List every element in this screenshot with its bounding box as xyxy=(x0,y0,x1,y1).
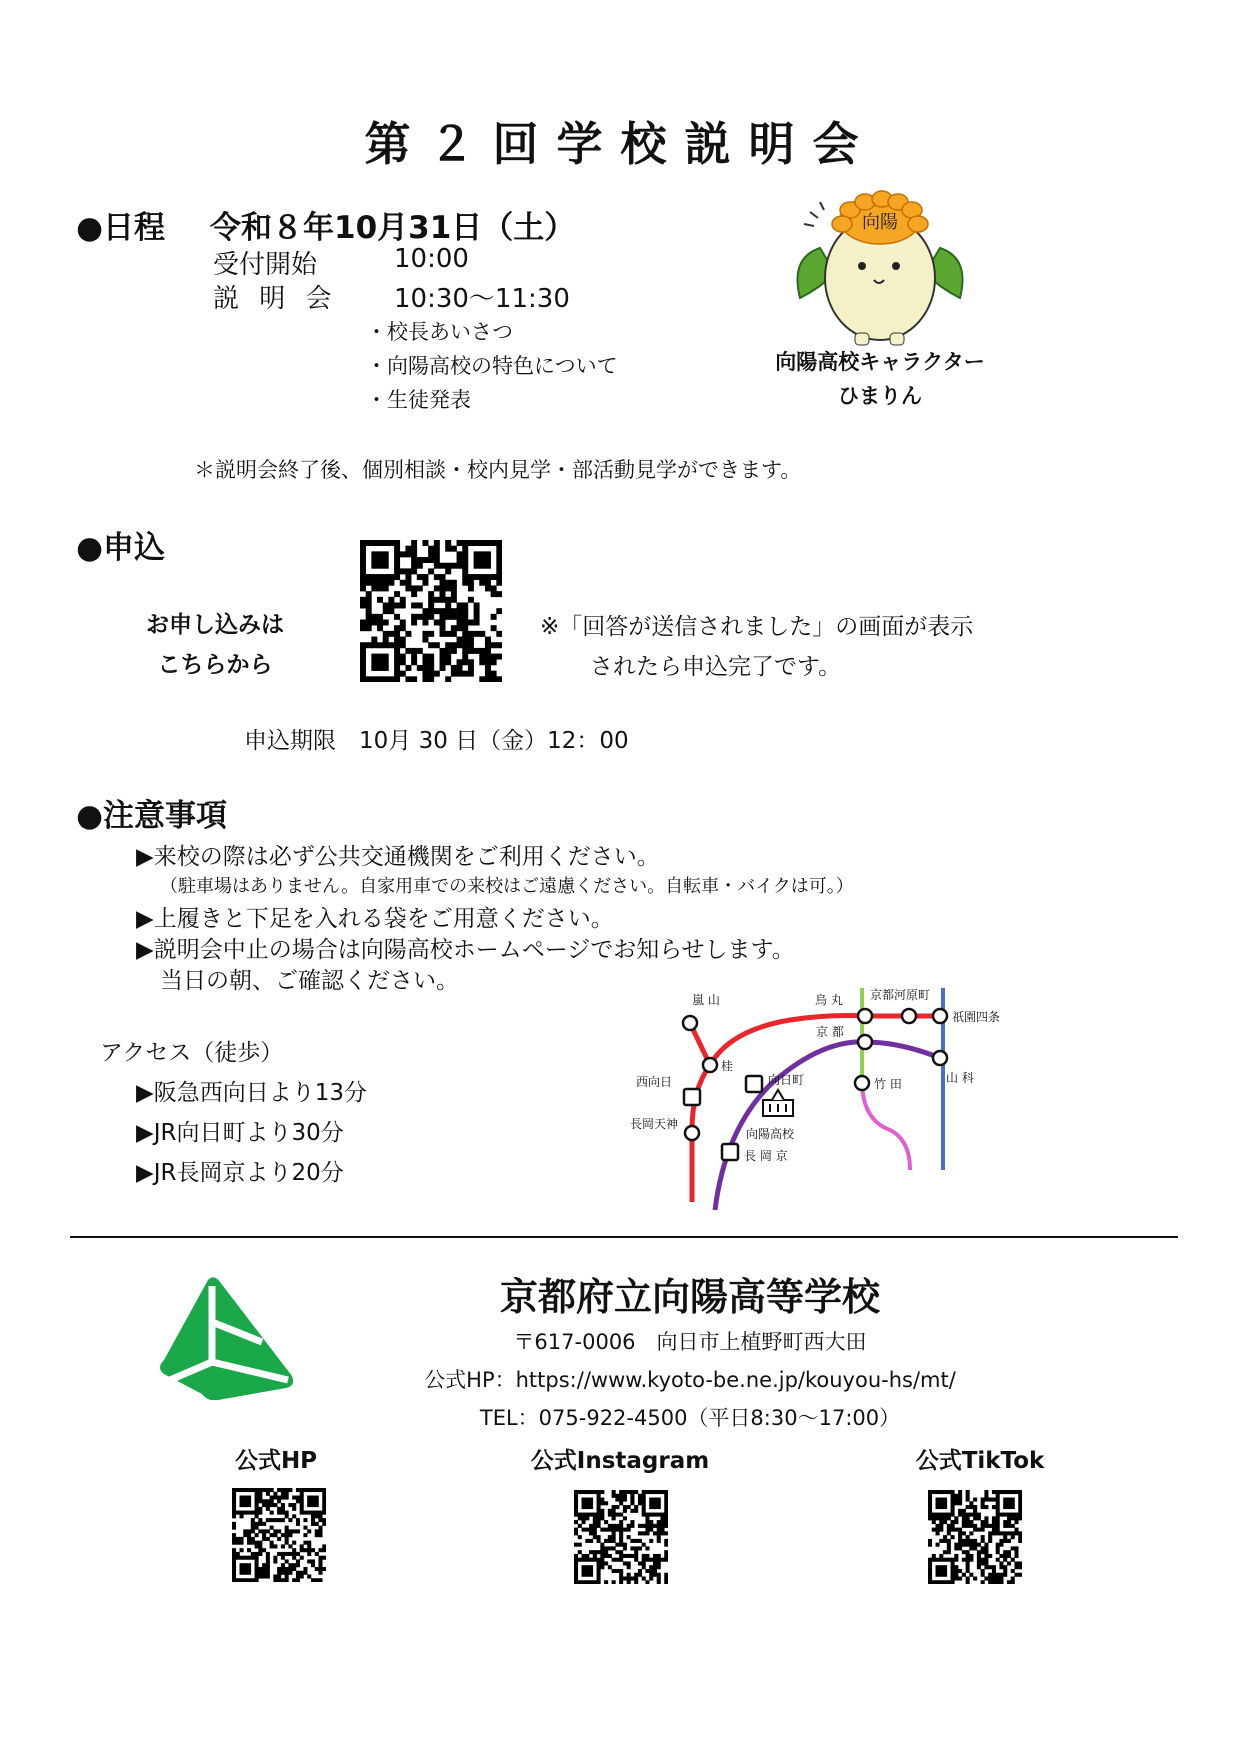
program-item: ・生徒発表 xyxy=(366,388,471,412)
application-note-1: ※「回答が送信されました」の画面が表示 xyxy=(540,614,974,640)
schedule-heading: ●日程 xyxy=(76,210,166,246)
program-item: ・校長あいさつ xyxy=(366,320,513,344)
notices-heading: ●注意事項 xyxy=(76,798,228,834)
map-label-kawaramachi: 京都河原町 xyxy=(870,988,931,1002)
map-label-katsura: 桂 xyxy=(721,1059,734,1073)
application-deadline: 申込期限 10月 30 日（金）12：00 xyxy=(244,728,629,754)
map-label-gion: 祇園四条 xyxy=(952,1010,1001,1024)
application-qr-code[interactable] xyxy=(360,540,502,682)
footer-divider xyxy=(70,1236,1178,1238)
mascot-caption-1: 向陽高校キャラクター xyxy=(775,350,985,374)
map-label-nagaokatenjin: 長岡天神 xyxy=(630,1117,679,1131)
qr-code-tiktok[interactable] xyxy=(928,1490,1022,1584)
notice-item: ▶来校の際は必ず公共交通機関をご利用ください。 xyxy=(136,844,660,870)
program-item: ・向陽高校の特色について xyxy=(366,354,618,378)
application-prompt-2: こちらから xyxy=(157,652,273,678)
map-label-school: 向陽高校 xyxy=(746,1127,795,1141)
access-item: ▶JR向日町より30分 xyxy=(136,1120,344,1146)
map-label-arashiyama: 嵐 山 xyxy=(692,993,720,1007)
school-address: 〒617-0006 向日市上植野町西大田 xyxy=(513,1330,867,1354)
notice-subitem: （駐車場はありません。自家用車での来校はご遠慮ください。自転車・バイクは可。） xyxy=(160,876,854,897)
event-date: 令和８年10月31日（土） xyxy=(210,210,576,246)
application-note-2: されたら申込完了です。 xyxy=(590,654,842,680)
mascot-caption-2: ひまりん xyxy=(838,384,922,408)
qr-label-tiktok: 公式TikTok xyxy=(915,1448,1045,1474)
school-name: 京都府立向陽高等学校 xyxy=(499,1275,880,1319)
notice-item: ▶説明会中止の場合は向陽高校ホームページでお知らせします。 xyxy=(136,937,795,963)
reception-label: 受付開始 xyxy=(213,250,318,280)
map-label-nagaokakyo: 長 岡 京 xyxy=(744,1149,788,1163)
access-map xyxy=(620,980,1040,1216)
mascot-image xyxy=(790,188,970,348)
qr-label-instagram: 公式Instagram xyxy=(530,1448,710,1474)
qr-code-instagram[interactable] xyxy=(574,1490,668,1584)
school-website[interactable]: 公式HP：https://www.kyoto-be.ne.jp/kouyou-hs/mt/ xyxy=(424,1368,956,1392)
application-heading: ●申込 xyxy=(76,530,166,566)
session-label: 説 明 会 xyxy=(213,284,338,314)
qr-code-hp[interactable] xyxy=(232,1488,326,1582)
map-label-mukomachi: 向日町 xyxy=(768,1073,805,1087)
reception-time: 10:00 xyxy=(394,244,469,274)
access-item: ▶阪急西向日より13分 xyxy=(136,1080,367,1106)
access-heading: アクセス（徒歩） xyxy=(100,1040,284,1066)
access-item: ▶JR長岡京より20分 xyxy=(136,1160,344,1186)
school-phone: TEL：075-922-4500（平日8:30〜17:00） xyxy=(479,1406,901,1430)
page-title: 第２回学校説明会 xyxy=(364,117,877,171)
map-label-karasuma: 烏 丸 xyxy=(815,993,843,1007)
school-logo xyxy=(158,1276,298,1400)
map-label-takeda: 竹 田 xyxy=(874,1077,902,1091)
application-prompt-1: お申し込みは xyxy=(146,612,284,638)
notice-item: 当日の朝、ご確認ください。 xyxy=(160,968,459,994)
map-label-nishimuko: 西向日 xyxy=(636,1075,673,1089)
school-icon xyxy=(763,1090,793,1116)
notice-item: ▶上履きと下足を入れる袋をご用意ください。 xyxy=(136,906,614,932)
map-label-yamashina: 山 科 xyxy=(946,1071,974,1085)
mascot-hat-text: 向陽 xyxy=(862,212,898,233)
schedule-note: ＊説明会終了後、個別相談・校内見学・部活動見学ができます。 xyxy=(194,458,802,482)
map-label-kyoto: 京 都 xyxy=(816,1025,844,1039)
qr-label-hp: 公式HP xyxy=(234,1448,318,1474)
session-time: 10:30〜11:30 xyxy=(394,284,570,314)
